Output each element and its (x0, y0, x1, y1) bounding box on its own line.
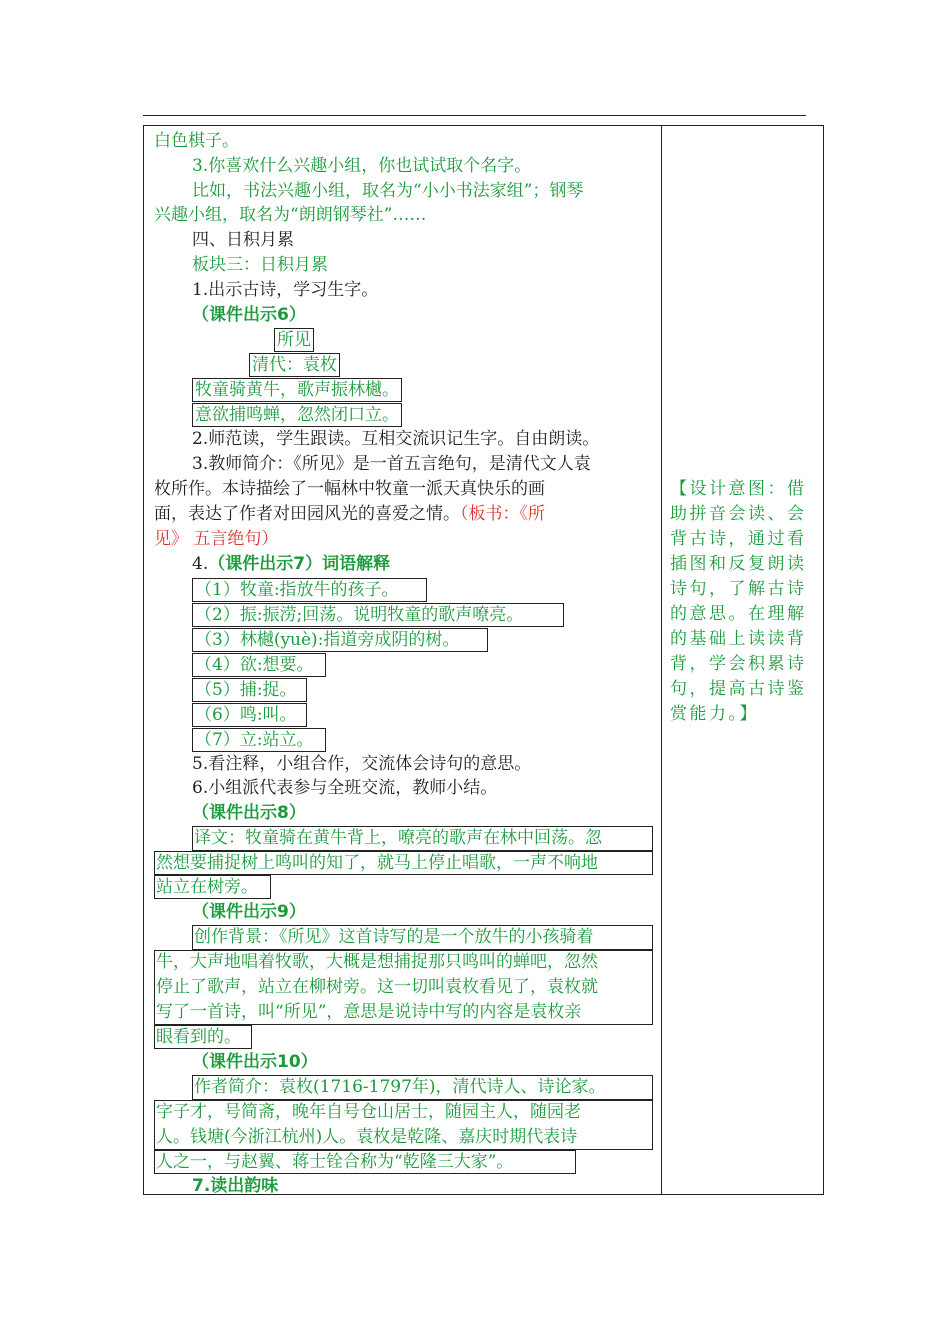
note-line: 助拼音会读、会 (670, 504, 807, 524)
poem-author: 清代：袁枚 (249, 353, 340, 377)
note-line: 句，提高古诗鉴 (670, 679, 807, 699)
column-divider (661, 126, 662, 1194)
section-heading: 四、日积月累 (192, 230, 294, 250)
background-line: 创作背景：《所见》这首诗写的是一个放牛的小孩骑着 (194, 927, 594, 947)
author-line: 作者简介：袁枚(1716-1797年)，清代诗人、诗论家。 (194, 1077, 606, 1097)
text-line: 兴趣小组，取名为“朗朗钢琴社”…… (154, 205, 427, 225)
background-line: 眼看到的。 (156, 1027, 241, 1047)
poem-line: 牧童骑黄牛，歌声振林樾。 (192, 378, 402, 402)
design-intent-note (670, 477, 818, 727)
slide-callout: （课件出示10） (192, 1052, 318, 1072)
text-line: 1.出示古诗，学习生字。 (192, 280, 379, 300)
vocab-item: （2）振:振涝;回荡。说明牧童的歌声嘹亮。 (192, 603, 564, 627)
text-line (154, 503, 545, 525)
note-line: 背古诗，通过看 (670, 529, 807, 549)
translation-line: 然想要捕捉树上鸣叫的知了，就马上停止唱歌，一声不响地 (156, 853, 598, 873)
author-line: 人之一，与赵翼、蒋士铨合称为“乾隆三大家”。 (156, 1152, 514, 1172)
background-line: 停止了歌声，站立在柳树旁。这一切叫袁枚看见了，袁枚就 (156, 977, 598, 997)
slide-callout: （课件出示6） (192, 305, 306, 325)
board-note: （板书：《所 (460, 504, 545, 524)
vocab-item: （5）捕:捉。 (192, 678, 307, 702)
note-line: 的基础上读读背 (670, 629, 807, 649)
vocab-item: （7）立:站立。 (192, 728, 326, 752)
note-line: 插图和反复朗读 (670, 554, 807, 574)
step-heading: 7.读出韵味 (192, 1176, 279, 1196)
poem-title: 所见 (274, 328, 314, 352)
author-line: 人。钱塘(今浙江杭州)人。袁枚是乾隆、嘉庆时期代表诗 (156, 1127, 578, 1147)
author-line: 字子才，号简斋，晚年自号仓山居士，随园主人，随园老 (156, 1102, 581, 1122)
block-heading: 板块三：日积月累 (192, 255, 328, 275)
vocab-item: （3）林樾(yuè):指道旁成阴的树。 (192, 628, 488, 652)
text-line: 白色棋子。 (154, 131, 239, 151)
text-line: 比如，书法兴趣小组，取名为“小小书法家组”；钢琴 (192, 181, 584, 201)
header-rule (143, 115, 806, 116)
slide-callout: （课件出示7）词语解释 (208, 554, 391, 574)
translation-line: 译文：牧童骑在黄牛背上，嘹亮的歌声在林中回荡。忽 (194, 828, 602, 848)
vocab-item: （1）牧童:指放牛的孩子。 (192, 578, 427, 602)
item-number: 4. (192, 554, 209, 574)
note-line: 【设计意图：借 (670, 479, 807, 499)
note-line: 诗句，了解古诗 (670, 579, 807, 599)
text-line: 枚所作。本诗描绘了一幅林中牧童一派天真快乐的画 (154, 479, 545, 499)
vocab-item: （6）鸣:叫。 (192, 703, 307, 727)
note-line: 赏能力。】 (670, 704, 759, 724)
background-line: 写了一首诗，叫“所见”，意思是说诗中写的内容是袁枚亲 (156, 1002, 582, 1022)
slide-callout: （课件出示9） (192, 902, 306, 922)
slide-callout: （课件出示8） (192, 803, 306, 823)
translation-line: 站立在树旁。 (156, 877, 258, 897)
text-span: 面，表达了作者对田园风光的喜爱之情。 (154, 504, 460, 524)
board-note: 见》 五言绝句） (154, 529, 279, 549)
lesson-table (143, 125, 824, 1195)
vocab-item: （4）欲:想要。 (192, 653, 326, 677)
text-line: 3.教师简介：《所见》是一首五言绝句，是清代文人袁 (192, 454, 591, 474)
text-line (192, 553, 390, 575)
note-line: 背，学会积累诗 (670, 654, 807, 674)
text-line: 5.看注释，小组合作，交流体会诗句的意思。 (192, 754, 532, 774)
background-line: 牛，大声地唱着牧歌，大概是想捕捉那只鸣叫的蝉吧，忽然 (156, 952, 598, 972)
text-line: 3.你喜欢什么兴趣小组，你也试试取个名字。 (192, 156, 532, 176)
note-line: 的意思。在理解 (670, 604, 807, 624)
text-line: 6.小组派代表参与全班交流，教师小结。 (192, 778, 498, 798)
text-line: 2.师范读，学生跟读。互相交流识记生字。自由朗读。 (192, 429, 600, 449)
poem-line: 意欲捕鸣蝉，忽然闭口立。 (192, 403, 402, 427)
